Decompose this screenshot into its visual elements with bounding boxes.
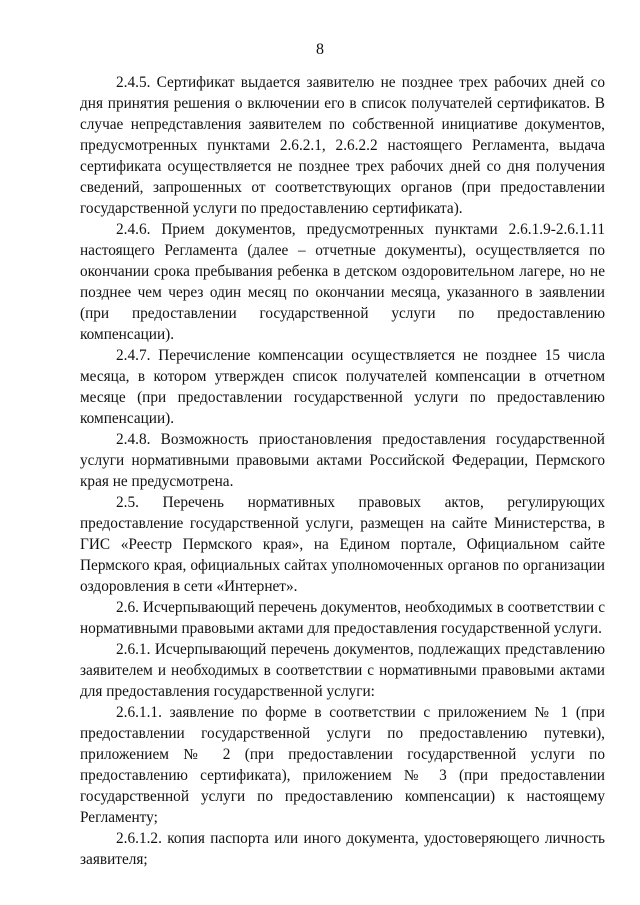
paragraph-2-4-8: 2.4.8. Возможность приостановления предоставления государственной услуги нормативными правовыми актами Российской Федерации, Пермского края не предусмотрена. — [80, 431, 605, 490]
paragraph-2-4-6: 2.4.6. Прием документов, предусмотренных пунктами 2.6.1.9-2.6.1.11 настоящего Регламента (далее – отчетные документы), осуществляется по окончании срока пребывания ребенка в детском оздоровительном лагере, но не позднее чем через один месяц по окончании месяца, указанного в заявлении (при предоставлении государственной услуги по предоставлению компенсации). — [80, 221, 605, 343]
paragraph-2-6: 2.6. Исчерпывающий перечень документов, необходимых в соответствии с нормативными правовыми актами для предоставления государственной услуги. — [80, 599, 605, 637]
document-body — [80, 72, 605, 870]
paragraph-2-5: 2.5. Перечень нормативных правовых актов, регулирующих предоставление государственной услуги, размещен на сайте Министерства, в ГИС «Реестр Пермского края», на Едином портале, Официальном сайте Пермского края, официальных сайтах уполномоченных органов по организации оздоровления в сети «Интернет». — [80, 494, 605, 595]
paragraph-2-4-7: 2.4.7. Перечисление компенсации осуществляется не позднее 15 числа месяца, в котором утвержден список получателей компенсации в отчетном месяце (при предоставлении государственной услуги по предоставлению компенсации). — [80, 347, 605, 427]
page-number: 8 — [316, 41, 324, 58]
paragraph-2-6-1-1: 2.6.1.1. заявление по форме в соответствии с приложением № 1 (при предоставлении государственной услуги по предоставлению путевки), приложением № 2 (при предоставлении государственной услуги по предоставлению сертификата), приложением № 3 (при предоставлении государственной услуги по предоставлению компенсации) к настоящему Регламенту; — [80, 704, 605, 826]
paragraph-2-6-1-2: 2.6.1.2. копия паспорта или иного документа, удостоверяющего личность заявителя; — [80, 830, 605, 868]
paragraph-2-6-1: 2.6.1. Исчерпывающий перечень документов, подлежащих представлению заявителем и необходимых в соответствии с нормативными правовыми актами для предоставления государственной услуги: — [80, 641, 605, 700]
paragraph-2-4-5: 2.4.5. Сертификат выдается заявителю не позднее трех рабочих дней со дня принятия решения о включении его в список получателей сертификатов. В случае непредставления заявителем по собственной инициативе документов, предусмотренных пунктами 2.6.2.1, 2.6.2.2 настоящего Регламента, выдача сертификата осуществляется не позднее трех рабочих дней со дня получения сведений, запрошенных от соответствующих органов (при предоставлении государственной услуги по предоставлению сертификата). — [80, 74, 605, 217]
